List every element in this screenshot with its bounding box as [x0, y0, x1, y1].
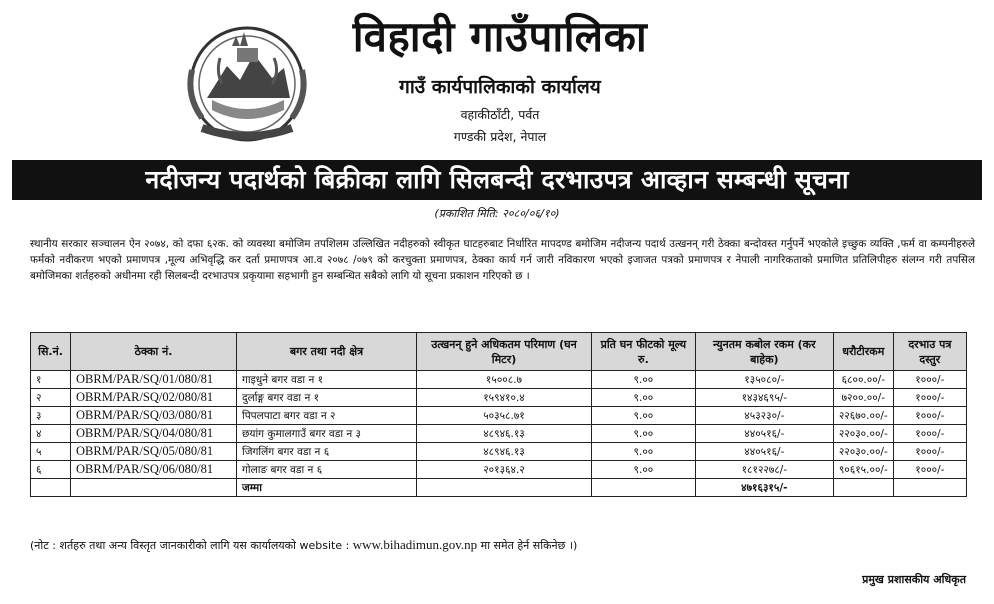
cell-contract-no: OBRM/PAR/SQ/04/080/81	[71, 425, 237, 443]
cell-sn: ४	[31, 425, 71, 443]
address-line-1: वहाकीठाँटी, पर्वत	[460, 107, 540, 122]
header-max-qty: उत्खनन् हुने अधिकतम परिमाण (घन मिटर)	[417, 333, 592, 371]
cell-contract-no: OBRM/PAR/SQ/02/080/81	[71, 389, 237, 407]
cell-max-qty: १५९४१०.४	[417, 389, 592, 407]
cell-deposit: ७२००.००/-	[833, 389, 893, 407]
cell-max-qty: ५०३५८.७१	[417, 407, 592, 425]
cell-deposit: २२०३०.००/-	[833, 425, 893, 443]
table-row	[31, 443, 967, 461]
header-rate: प्रति घन फीटको मूल्य रु.	[591, 333, 695, 371]
cell-min-bid: ४४०५१६/-	[695, 443, 833, 461]
cell-empty	[71, 479, 237, 497]
note-suffix: मा समेत हेर्न सकिनेछ ।)	[477, 539, 578, 552]
cell-rate: ९.००	[591, 443, 695, 461]
cell-fee: १०००/-	[893, 389, 966, 407]
notice-title-banner: नदीजन्य पदार्थको बिक्रीका लागि सिलबन्दी दरभाउपत्र आव्हान सम्बन्धी सूचना	[12, 160, 982, 200]
notice-body: स्थानीय सरकार सञ्चालन ऐन २०७४, को दफा ६२क. को व्यवस्था बमोजिम तपशिलम उल्लिखित नदीहरुको स्वीकृत घाटहरुबाट निर्धारित मापदण्ड बमोजिम नदीजन्य पदार्थ उत्खनन् गरी ठेक्का बन्दोवस्त गर्नुपर्ने भएकोले इच्छुक व्यक्ति ,फर्म वा कम्पनीहरुले फर्मको नवीकरण भएको प्रमाणपत्र ,मूल्य अभिवृद्धि कर दर्ता प्रमाणपत्र आ.व २०७८ /०७९ को करचुक्ता प्रमाणपत्र, ठेक्का कार्य गर्न जारी नविकारण भएको इजाजत पत्रको प्रमाणपत्र र नेपाली नागरिकताको प्रमाणित प्रतिलिपीहरु संलग्न गरी तपसिल बमोजिमका शर्तहरुको अधीनमा रही सिलबन्दी दरभाउपत्र प्रकृयामा सहभागी हुन सम्बन्धित सबैको लागि यो सूचना प्रकाशन गरिएको छ ।	[30, 238, 975, 282]
cell-fee: १०००/-	[893, 461, 966, 479]
cell-sn: १	[31, 371, 71, 389]
header	[320, 10, 680, 146]
cell-min-bid: ४४०५१६/-	[695, 425, 833, 443]
cell-fee: १०००/-	[893, 425, 966, 443]
cell-deposit: २२०३०.००/-	[833, 443, 893, 461]
cell-empty	[833, 479, 893, 497]
cell-contract-no: OBRM/PAR/SQ/01/080/81	[71, 371, 237, 389]
table-row	[31, 371, 967, 389]
cell-empty	[31, 479, 71, 497]
website-link[interactable]: www.bihadimun.gov.np	[352, 537, 478, 552]
cell-empty	[417, 479, 592, 497]
cell-fee: १०००/-	[893, 407, 966, 425]
address-line-2: गण्डकी प्रदेश, नेपाल	[453, 129, 547, 144]
note-prefix: (नोट : शर्तहरु तथा अन्य विस्तृत जानकारीको लागि यस कार्यालयको website :	[30, 539, 353, 552]
nepal-emblem-icon	[172, 18, 322, 148]
cell-sn: ६	[31, 461, 71, 479]
header-fee: दरभाउ पत्र दस्तुर	[893, 333, 966, 371]
bid-table	[30, 332, 967, 497]
cell-site: दुर्लाङ्ग बगर वडा न १	[237, 389, 417, 407]
header-site: बगर तथा नदी क्षेत्र	[237, 333, 417, 371]
table-row	[31, 461, 967, 479]
total-label: जम्मा	[237, 479, 417, 497]
cell-deposit: ६८००.००/-	[833, 371, 893, 389]
cell-empty	[893, 479, 966, 497]
footnote	[30, 537, 577, 553]
cell-rate: ९.००	[591, 407, 695, 425]
cell-max-qty: १५००८.७	[417, 371, 592, 389]
cell-site: गाइधुने बगर वडा न १	[237, 371, 417, 389]
cell-site: छयांग कुमालगाउँ बगर वडा न ३	[237, 425, 417, 443]
cell-contract-no: OBRM/PAR/SQ/05/080/81	[71, 443, 237, 461]
cell-rate: ९.००	[591, 371, 695, 389]
office-subtitle: गाउँ कार्यपालिकाको कार्यालय	[399, 76, 601, 98]
cell-site: पिपलपाटा बगर वडा न २	[237, 407, 417, 425]
table-total-row	[31, 479, 967, 497]
cell-sn: ५	[31, 443, 71, 461]
header-deposit: धरौटीरकम	[833, 333, 893, 371]
cell-site: गोलाङ बगर वडा न ६	[237, 461, 417, 479]
municipality-title: विहादी गाउँपालिका	[352, 12, 648, 61]
header-contract-no: ठेक्का नं.	[71, 333, 237, 371]
published-date: (प्रकाशित मिति: २०८०/०६/१०)	[434, 207, 560, 220]
cell-min-bid: १४३४६९५/-	[695, 389, 833, 407]
cell-deposit: ९०६१५.००/-	[833, 461, 893, 479]
cell-contract-no: OBRM/PAR/SQ/06/080/81	[71, 461, 237, 479]
cell-contract-no: OBRM/PAR/SQ/03/080/81	[71, 407, 237, 425]
total-min-bid: ४७१६३१५/-	[695, 479, 833, 497]
header-sn: सि.नं.	[31, 333, 71, 371]
cell-min-bid: १३५०८०/-	[695, 371, 833, 389]
table-row	[31, 425, 967, 443]
cell-fee: १०००/-	[893, 443, 966, 461]
cell-max-qty: ४८९४६.१३	[417, 425, 592, 443]
table-header-row	[31, 333, 967, 371]
cell-fee: १०००/-	[893, 371, 966, 389]
cell-rate: ९.००	[591, 389, 695, 407]
cell-sn: २	[31, 389, 71, 407]
cell-rate: ९.००	[591, 425, 695, 443]
cell-empty	[591, 479, 695, 497]
cell-site: जिगलिंग बगर वडा न ६	[237, 443, 417, 461]
cell-min-bid: ४५३२३०/-	[695, 407, 833, 425]
cell-max-qty: ४८९४६.१३	[417, 443, 592, 461]
header-min-bid: न्युनतम कबोल रकम (कर बाहेक)	[695, 333, 833, 371]
cell-min-bid: १८१२२७८/-	[695, 461, 833, 479]
table-row	[31, 389, 967, 407]
cell-deposit: २२६७०.००/-	[833, 407, 893, 425]
cell-max-qty: २०१३६४.२	[417, 461, 592, 479]
signer-title: प्रमुख प्रशासकीय अधिकृत	[862, 573, 966, 586]
cell-rate: ९.००	[591, 461, 695, 479]
cell-sn: ३	[31, 407, 71, 425]
table-row	[31, 407, 967, 425]
